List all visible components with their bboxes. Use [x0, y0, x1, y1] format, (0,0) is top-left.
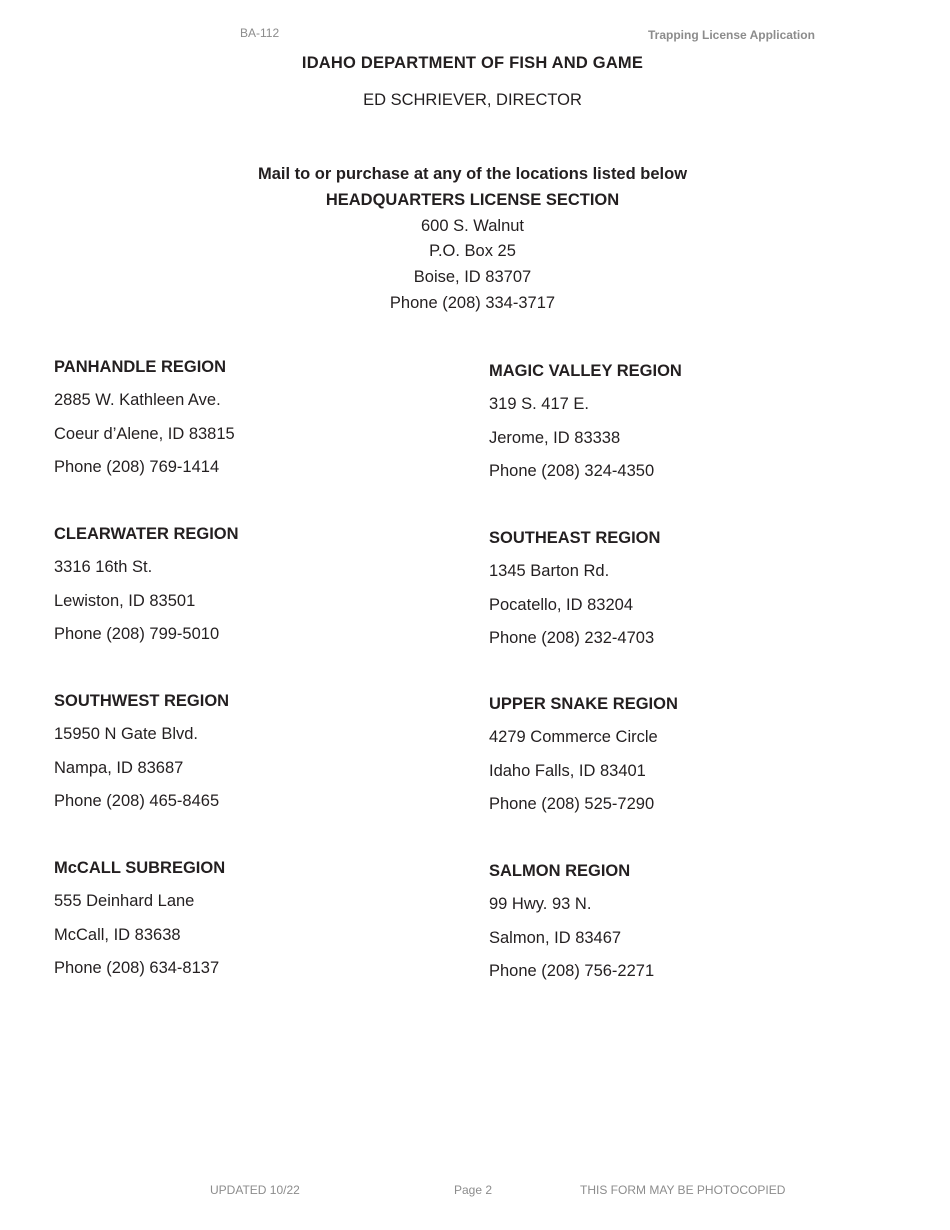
- region-street: 555 Deinhard Lane: [54, 892, 195, 911]
- region-southeast: [489, 529, 660, 663]
- region-phone: Phone (208) 525-7290: [489, 795, 655, 814]
- region-street: 3316 16th St.: [54, 558, 153, 577]
- region-name: SOUTHEAST REGION: [489, 529, 661, 547]
- region-name: SALMON REGION: [489, 862, 631, 880]
- region-mccall: [54, 859, 225, 993]
- region-name: MAGIC VALLEY REGION: [489, 362, 682, 380]
- director-name: ED SCHRIEVER, DIRECTOR: [363, 91, 582, 109]
- region-phone: Phone (208) 232-4703: [489, 629, 655, 648]
- region-city: McCall, ID 83638: [54, 925, 181, 944]
- region-upper-snake: [489, 695, 678, 829]
- region-name: CLEARWATER REGION: [54, 525, 239, 543]
- region-city: Coeur d’Alene, ID 83815: [54, 424, 235, 443]
- region-street: 1345 Barton Rd.: [489, 562, 610, 581]
- region-city: Idaho Falls, ID 83401: [489, 761, 646, 780]
- region-city: Salmon, ID 83467: [489, 928, 622, 947]
- headquarters-city: Boise, ID 83707: [413, 268, 532, 287]
- region-city: Pocatello, ID 83204: [489, 595, 634, 614]
- region-name: McCALL SUBREGION: [54, 859, 226, 877]
- region-panhandle: [54, 358, 235, 492]
- form-id: BA-112: [240, 26, 280, 40]
- headquarters-po-box: P.O. Box 25: [429, 242, 516, 261]
- region-street: 319 S. 417 E.: [489, 395, 589, 414]
- region-name: PANHANDLE REGION: [54, 358, 227, 376]
- region-salmon: [489, 862, 654, 996]
- region-street: 4279 Commerce Circle: [489, 728, 658, 747]
- region-phone: Phone (208) 756-2271: [489, 962, 655, 981]
- region-phone: Phone (208) 799-5010: [54, 625, 220, 644]
- headquarters-phone: Phone (208) 334-3717: [389, 293, 556, 312]
- region-street: 15950 N Gate Blvd.: [54, 725, 199, 744]
- region-southwest: [54, 692, 229, 826]
- form-title: Trapping License Application: [648, 28, 815, 42]
- region-clearwater: [54, 525, 239, 659]
- region-phone: Phone (208) 769-1414: [54, 458, 220, 477]
- headquarters-name: HEADQUARTERS LICENSE SECTION: [325, 190, 620, 209]
- region-magic-valley: [489, 362, 682, 496]
- region-name: SOUTHWEST REGION: [54, 692, 230, 710]
- region-street: 99 Hwy. 93 N.: [489, 895, 592, 914]
- region-street: 2885 W. Kathleen Ave.: [54, 391, 221, 410]
- region-name: UPPER SNAKE REGION: [489, 695, 678, 713]
- agency-name: IDAHO DEPARTMENT OF FISH AND GAME: [301, 54, 644, 72]
- footer-page-number: Page 2: [454, 1183, 493, 1197]
- region-city: Nampa, ID 83687: [54, 758, 184, 777]
- headquarters-street: 600 S. Walnut: [420, 216, 525, 235]
- region-phone: Phone (208) 634-8137: [54, 959, 220, 978]
- footer-updated: UPDATED 10/22: [210, 1183, 300, 1197]
- region-phone: Phone (208) 324-4350: [489, 462, 655, 481]
- mail-instructions: Mail to or purchase at any of the locations listed below: [257, 165, 688, 183]
- region-city: Jerome, ID 83338: [489, 428, 621, 447]
- region-phone: Phone (208) 465-8465: [54, 792, 220, 811]
- footer-photocopy-notice: THIS FORM MAY BE PHOTOCOPIED: [580, 1183, 786, 1197]
- region-city: Lewiston, ID 83501: [54, 591, 196, 610]
- headquarters-block: [0, 162, 945, 317]
